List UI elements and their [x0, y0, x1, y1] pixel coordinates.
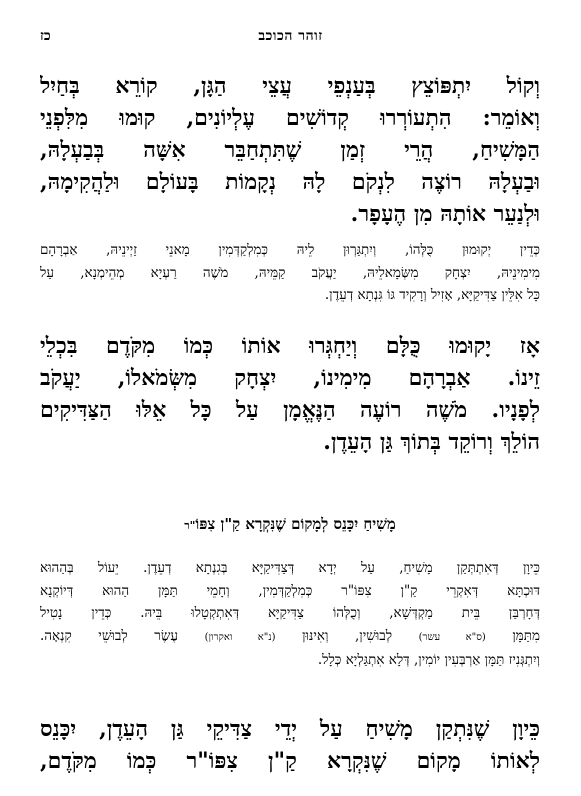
text-line: דְּחָרְבַּן בֵּית מַקְדְּשָׁא, וְכֻלְּהוֹ צַדִּיקַיָּא דְּאִתְקְטָלוּ בֵּיהּ. כְּדֵין נָטִיל: [40, 605, 540, 621]
text-line: כָּל אִלֵּין צַדִּיקַיָּא, אָזִיל וְרָקִיד גּוֹ גִּנְתָא דְעֵדֶן.: [324, 287, 540, 303]
text-line: הוֹלֵךְ וְרוֹקֵד בְּתוֹךְ גַּן הָעֵדֶן.: [323, 429, 540, 455]
aramaic-paragraph-1: [40, 239, 540, 307]
running-header: [40, 28, 541, 54]
hebrew-paragraph-1: [40, 70, 540, 230]
text-line: וּלְנַעֵר אוֹתָהּ מִן הֶעָפָר.: [350, 201, 540, 227]
text-line: לְפָנָיו. מֹשֶׁה רוֹעֶה הַנֶּאֱמָן עַל כָּל אֵלּוּ הַצַּדִּיקִים: [40, 397, 540, 423]
text-segment: מִתַּמָּן: [512, 627, 540, 644]
text-line: אָז יָקוּמוּ כֻּלָּם וְיַחְגְּרוּ אוֹתוֹ כְּמוֹ מִקֹּדֶם בִּכְלֵי: [40, 333, 540, 359]
aramaic-paragraph-2: [40, 557, 540, 672]
page-number: כז: [40, 28, 51, 44]
text-line: כֵּיוָן שֶׁנִּתְקַן מָשִׁיחַ עַל יְדֵי צַדִּיקֵי גַּן הָעֵדֶן, יִכָּנֵס: [40, 716, 540, 742]
text-segment: לְבוּשִׁין, וְאִינּוּן: [302, 627, 393, 644]
variant-note: (נ"א ואקרון): [204, 631, 276, 643]
text-line: כְּדֵין יְקוּמוּן כֻּלְּהוֹ, וְיִתְגַּרְוּן לֵיהּ כְּמִלְקַדְּמִין מָאנֵי זַיְינֵיהּ, אַבְרָהָם: [40, 242, 540, 258]
text-line: וְאוֹמֵר: הִתְעוֹרְרוּ קְדוֹשִׁים עֶלְיוֹנִים, קוּמוּ מִלִּפְנֵי: [40, 105, 540, 131]
text-line: וְקוֹל יִתְפּוֹצֵץ בְּעַנְפֵי עֲצֵי הַגָּן, קוֹרֵא בְּחַיִל: [40, 73, 540, 99]
text-line: וְיִתְגְּנִיז תַּמָּן אַרְבְּעִין יוֹמִין, דְּלָא אִתְגַּלְיָא כְּלָל.: [317, 652, 540, 668]
variant-note: (ס"א עשר): [418, 631, 486, 643]
text-segment: עֶשֶׂר לְבוּשֵׁי קִנְאָה.: [40, 627, 179, 644]
text-line: וּבַעְלָהּ רוֹצֶה לִנְקֹם לָהּ נְקָמוֹת בָּעוֹלָם וּלַהֲקִימָהּ,: [40, 169, 540, 195]
text-line: לְאוֹתוֹ מָקוֹם שֶׁנִּקְרָא קַ"ן צִפּוֹ"ר כְּמוֹ מִקֹּדֶם,: [40, 748, 540, 774]
section-heading: [40, 515, 540, 534]
text-line: זֵינוֹ. אַבְרָהָם מִימִינוֹ, יִצְחָק מִשְּׂמֹאלוֹ, יַעֲקֹב: [40, 365, 540, 391]
hebrew-paragraph-3: [40, 713, 540, 777]
section-heading-suffix: "ר: [184, 519, 196, 532]
text-line: כֵּיוָן דְּאִתְתְּקַן מָשִׁיחַ, עַל יְדָא דְּצַדִּיקַיָּא בְּגִנְתָא דְעֵדֶן. יֵעוֹל בְּהַהוּא: [40, 560, 540, 576]
text-line: מִימִינֵיהּ, יִצְחָק מִשְּׂמָאלֵיהּ, יַעֲקֹב קַמֵּיהּ, מֹשֶׁה רַעְיָא מְהֵימְנָא, עַל: [40, 264, 540, 281]
hebrew-paragraph-2: [40, 330, 540, 458]
text-line: הַמָּשִׁיחַ, הֲרֵי זְמַן שֶׁתִּתְחַבֵּר אִשָּׁה בְּבַעְלָהּ,: [40, 137, 540, 163]
text-line: דּוּכְתָּא דְּאִקְרֵי קַ"ן צִפּוֹ"ר כְּמִלְקַדְּמִין, וְחָמֵי תַּמָּן הַהוּא דְּיוֹקְנָא: [40, 582, 540, 599]
text-line-with-notes: [40, 625, 540, 650]
running-title: זוהר הכוכב: [258, 28, 323, 44]
section-heading-text: מָשִׁיחַ יִכָּנֵס לְמָקוֹם שֶׁנִּקְרָא קַ"ן צִפּוֹ: [195, 515, 396, 533]
